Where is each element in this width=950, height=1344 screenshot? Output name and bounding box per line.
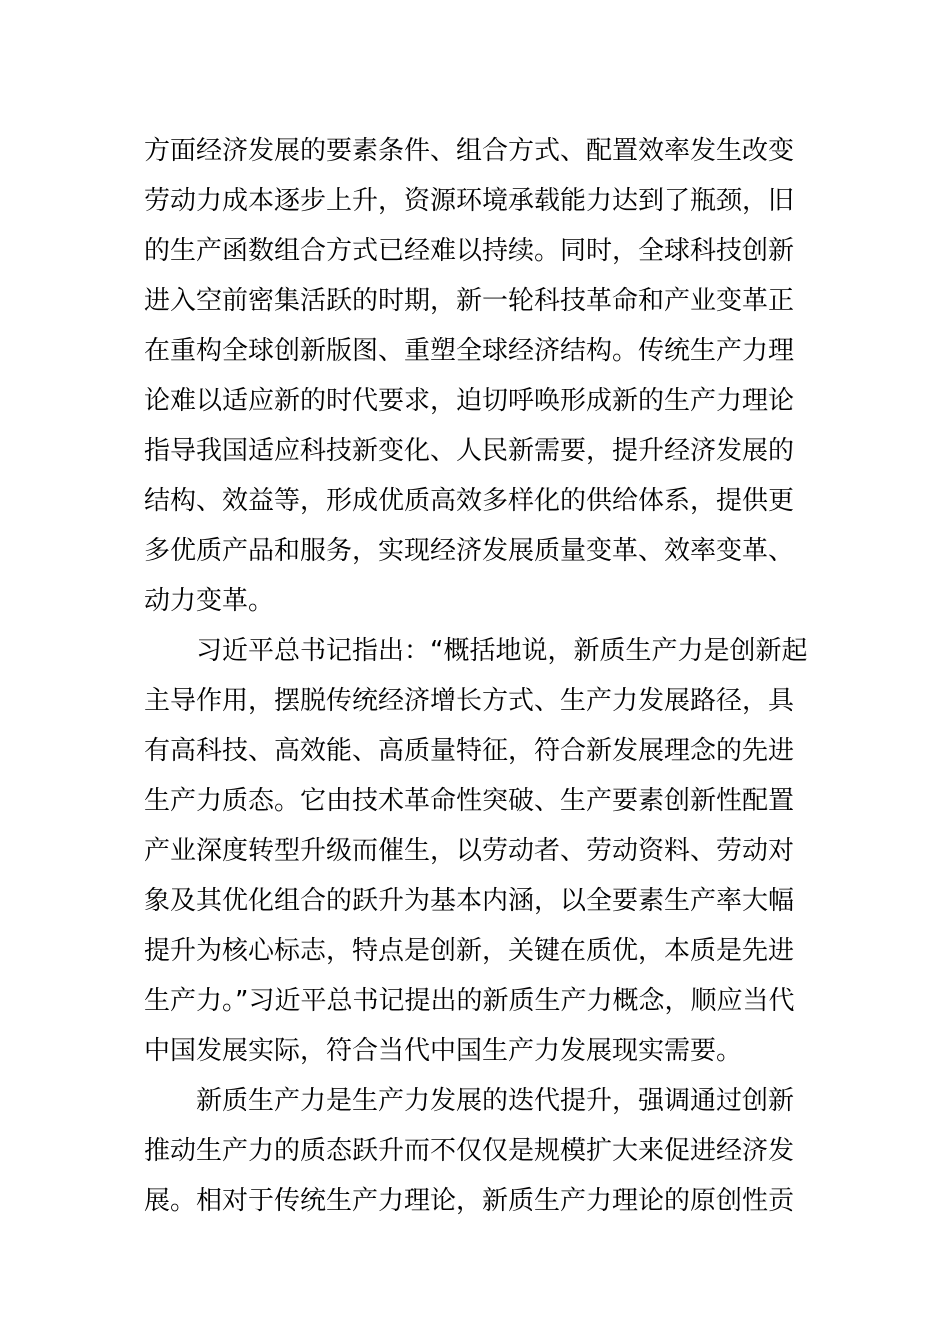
text-line: 进入空前密集活跃的时期，新一轮科技革命和产业变革正 xyxy=(144,286,795,316)
text-line: 论难以适应新的时代要求，迫切呼唤形成新的生产力理论 xyxy=(144,386,795,416)
text-line: 结构、效益等，形成优质高效多样化的供给体系，提供更 xyxy=(144,486,795,516)
text-line: 展。相对于传统生产力理论，新质生产力理论的原创性贡 xyxy=(144,1186,795,1216)
text-line: 生产力。”习近平总书记提出的新质生产力概念，顺应当代 xyxy=(144,986,795,1016)
paragraph-first-line: 新质生产力是生产力发展的迭代提升，强调通过创新 xyxy=(196,1086,795,1116)
paragraph-first-line: 习近平总书记指出：“概括地说，新质生产力是创新起 xyxy=(196,636,808,666)
body-text xyxy=(144,126,816,1226)
text-line: 中国发展实际，符合当代中国生产力发展现实需要。 xyxy=(144,1036,743,1066)
text-line: 主导作用，摆脱传统经济增长方式、生产力发展路径，具 xyxy=(144,686,795,716)
text-line: 产业深度转型升级而催生，以劳动者、劳动资料、劳动对 xyxy=(144,836,795,866)
text-line: 指导我国适应科技新变化、人民新需要，提升经济发展的 xyxy=(144,436,795,466)
text-line: 多优质产品和服务，实现经济发展质量变革、效率变革、 xyxy=(144,536,795,566)
text-line: 的生产函数组合方式已经难以持续。同时，全球科技创新 xyxy=(144,236,795,266)
text-line: 提升为核心标志，特点是创新，关键在质优，本质是先进 xyxy=(144,936,795,966)
text-line: 动力变革。 xyxy=(144,586,275,616)
text-line: 劳动力成本逐步上升，资源环境承载能力达到了瓶颈，旧 xyxy=(144,186,795,216)
text-line: 有高科技、高效能、高质量特征，符合新发展理念的先进 xyxy=(144,736,795,766)
text-line: 象及其优化组合的跃升为基本内涵，以全要素生产率大幅 xyxy=(144,886,795,916)
text-line: 在重构全球创新版图、重塑全球经济结构。传统生产力理 xyxy=(144,336,795,366)
text-line: 推动生产力的质态跃升而不仅仅是规模扩大来促进经济发 xyxy=(144,1136,795,1166)
text-line: 生产力质态。它由技术革命性突破、生产要素创新性配置 xyxy=(144,786,795,816)
text-line: 方面经济发展的要素条件、组合方式、配置效率发生改变 xyxy=(144,136,795,166)
